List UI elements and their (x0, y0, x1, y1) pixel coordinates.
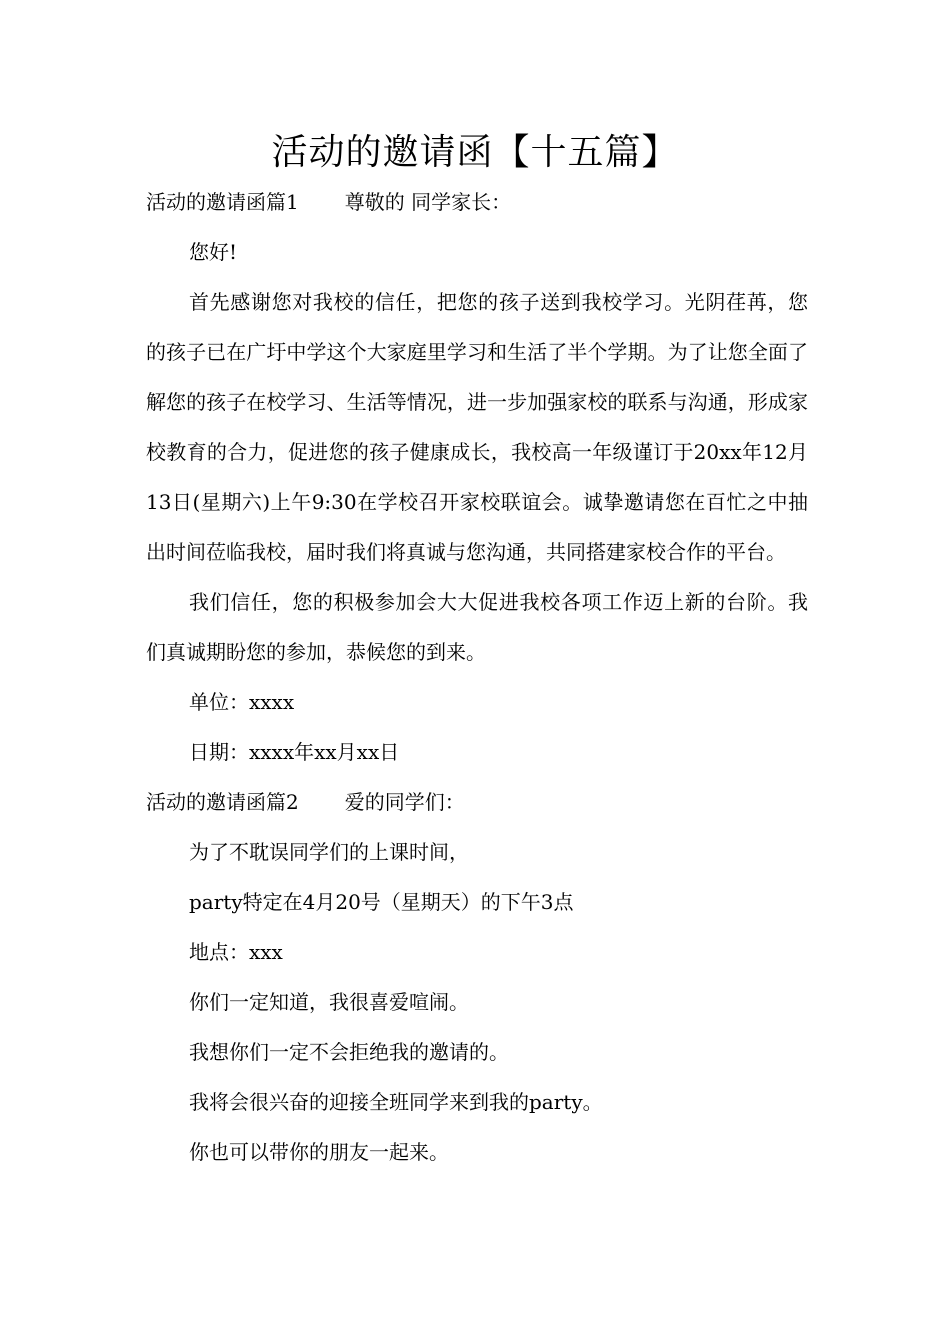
section-2-line-5: 我想你们一定不会拒绝我的邀请的。 (189, 1040, 509, 1064)
section-2-line-4: 你们一定知道，我很喜爱喧闹。 (189, 990, 469, 1014)
section-2-line-6: 我将会很兴奋的迎接全班同学来到我的party。 (189, 1090, 603, 1114)
section-2-salutation: 爱的同学们： (344, 790, 465, 814)
section-1-salutation: 尊敬的 同学家长： (344, 190, 512, 214)
section-2-heading: 活动的邀请函篇2 (146, 790, 299, 814)
section-1-paragraph-2: 我们信任，您的积极参加会大大促进我校各项工作迈上新的台阶。我们真诚期盼您的参加，恭候您的到来。 (146, 590, 808, 664)
section-2-line-1: 为了不耽误同学们的上课时间， (189, 840, 469, 864)
section-1-unit: 单位：xxxx (189, 690, 295, 714)
section-1-date: 日期：xxxx年xx月xx日 (189, 740, 400, 764)
section-1-paragraph-1: 首先感谢您对我校的信任，把您的孩子送到我校学习。光阴荏苒，您的孩子已在广圩中学这个大家庭里学习和生活了半个学期。为了让您全面了解您的孩子在校学习、生活等情况，进一步加强家校的联系与沟通，形成家校教育的合力，促进您的孩子健康成长，我校高一年级谨订于20xx年12月13日(星期六)上午9:30在学校召开家校联谊会。诚挚邀请您在百忙之中抽出时间莅临我校，届时我们将真诚与您沟通，共同搭建家校合作的平台。 (146, 290, 808, 564)
section-1-header-line (146, 177, 808, 227)
section-2-line-7: 你也可以带你的朋友一起来。 (189, 1140, 449, 1164)
section-1-greeting: 您好! (189, 240, 238, 264)
section-1-heading: 活动的邀请函篇1 (146, 190, 299, 214)
document-body (146, 177, 808, 1177)
section-2-line-2: party特定在4月20号（星期天）的下午3点 (189, 890, 574, 914)
section-2-line-3: 地点：xxx (189, 940, 283, 964)
section-2-header-line (146, 777, 808, 827)
document-title: 活动的邀请函【十五篇】 (271, 132, 679, 173)
